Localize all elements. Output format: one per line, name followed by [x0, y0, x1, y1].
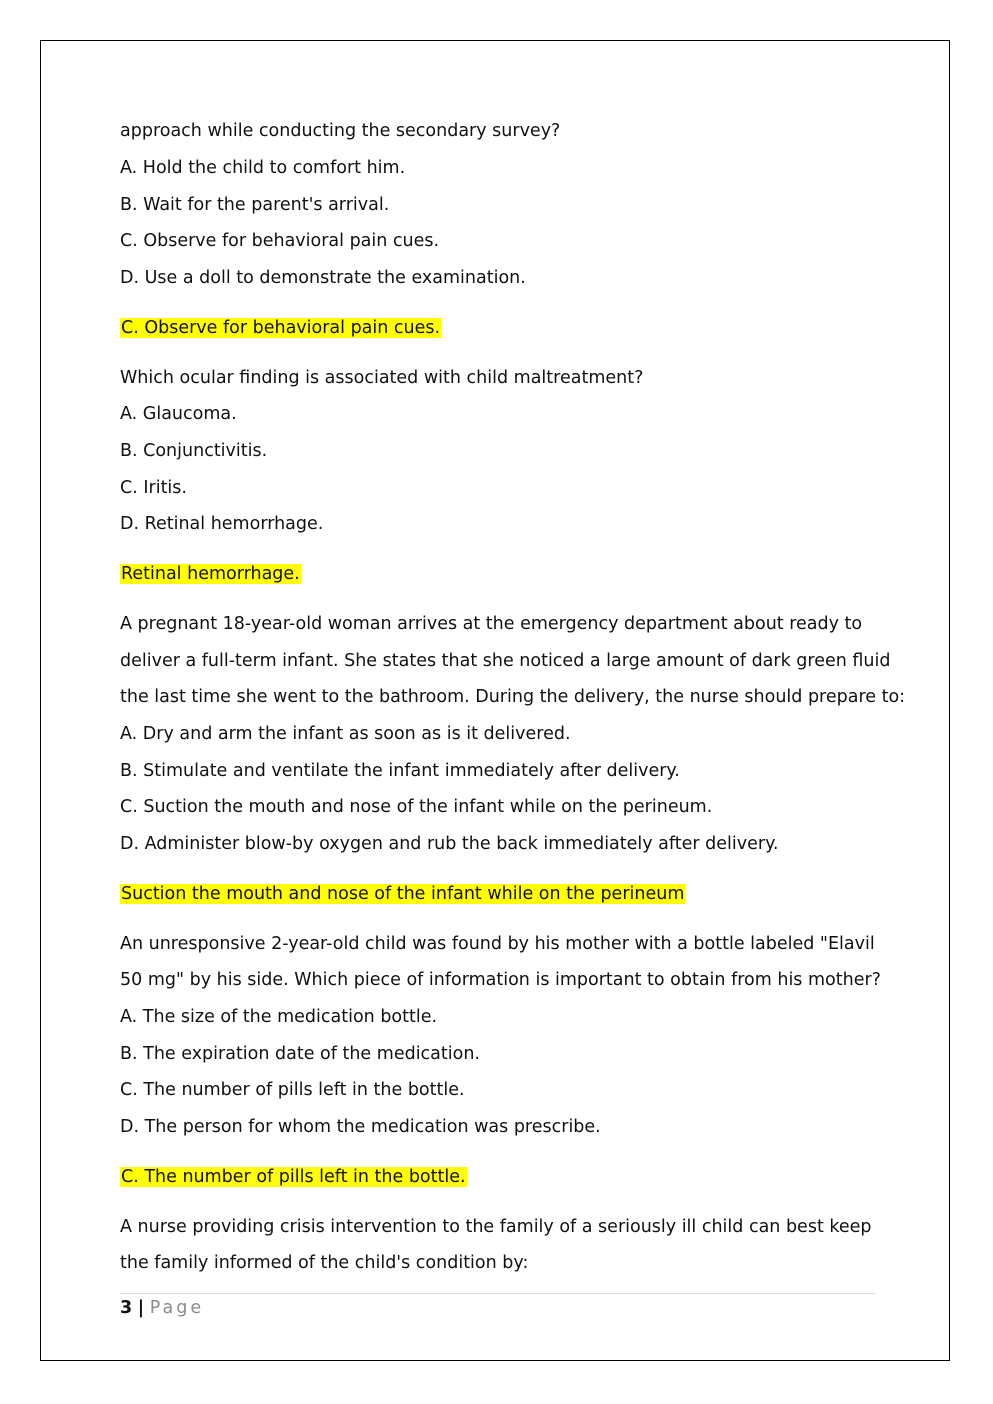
highlighted-answer-text: Retinal hemorrhage. [121, 564, 300, 584]
answer-option: D. The person for whom the medication was prescribe. [120, 1117, 601, 1137]
question-text: 50 mg" by his side. Which piece of information is important to obtain from his mother? [120, 970, 881, 990]
answer-option: B. Wait for the parent's arrival. [120, 195, 390, 215]
question-text: the family informed of the child's condition by: [120, 1253, 529, 1273]
answer-option: B. Conjunctivitis. [120, 441, 268, 461]
answer-option: C. Suction the mouth and nose of the infant while on the perineum. [120, 797, 713, 817]
page-number: 3 [120, 1298, 133, 1318]
question-text: Which ocular finding is associated with child maltreatment? [120, 368, 644, 388]
answer-option: A. Dry and arm the infant as soon as is it delivered. [120, 724, 571, 744]
page-label: Page [149, 1298, 205, 1318]
footer-divider [120, 1293, 875, 1294]
highlighted-answer-text: C. The number of pills left in the bottle. [121, 1167, 466, 1187]
answer-option: C. The number of pills left in the bottle. [120, 1080, 465, 1100]
question-text: the last time she went to the bathroom. During the delivery, the nurse should prepare to: [120, 687, 906, 707]
answer-option: B. Stimulate and ventilate the infant immediately after delivery. [120, 761, 680, 781]
question-text: approach while conducting the secondary survey? [120, 121, 561, 141]
answer-option: A. Hold the child to comfort him. [120, 158, 406, 178]
question-text: An unresponsive 2-year-old child was found by his mother with a bottle labeled "Elavil [120, 934, 875, 954]
question-text: A pregnant 18-year-old woman arrives at the emergency department about ready to [120, 614, 863, 634]
highlighted-answer [120, 883, 685, 905]
question-text: deliver a full-term infant. She states that she noticed a large amount of dark green fluid [120, 651, 891, 671]
highlighted-answer-text: Suction the mouth and nose of the infant while on the perineum [121, 884, 685, 904]
highlighted-answer [120, 317, 441, 339]
highlighted-answer-text: C. Observe for behavioral pain cues. [121, 318, 441, 338]
page-footer [120, 1297, 204, 1319]
answer-option: A. Glaucoma. [120, 404, 237, 424]
answer-option: D. Retinal hemorrhage. [120, 514, 324, 534]
highlighted-answer [120, 1166, 467, 1188]
answer-option: C. Iritis. [120, 478, 187, 498]
answer-option: A. The size of the medication bottle. [120, 1007, 438, 1027]
answer-option: D. Use a doll to demonstrate the examination. [120, 268, 526, 288]
footer-separator: | [137, 1298, 145, 1318]
highlighted-answer [120, 563, 301, 585]
question-text: A nurse providing crisis intervention to the family of a seriously ill child can best keep [120, 1217, 872, 1237]
answer-option: B. The expiration date of the medication. [120, 1044, 480, 1064]
answer-option: D. Administer blow-by oxygen and rub the back immediately after delivery. [120, 834, 779, 854]
answer-option: C. Observe for behavioral pain cues. [120, 231, 440, 251]
